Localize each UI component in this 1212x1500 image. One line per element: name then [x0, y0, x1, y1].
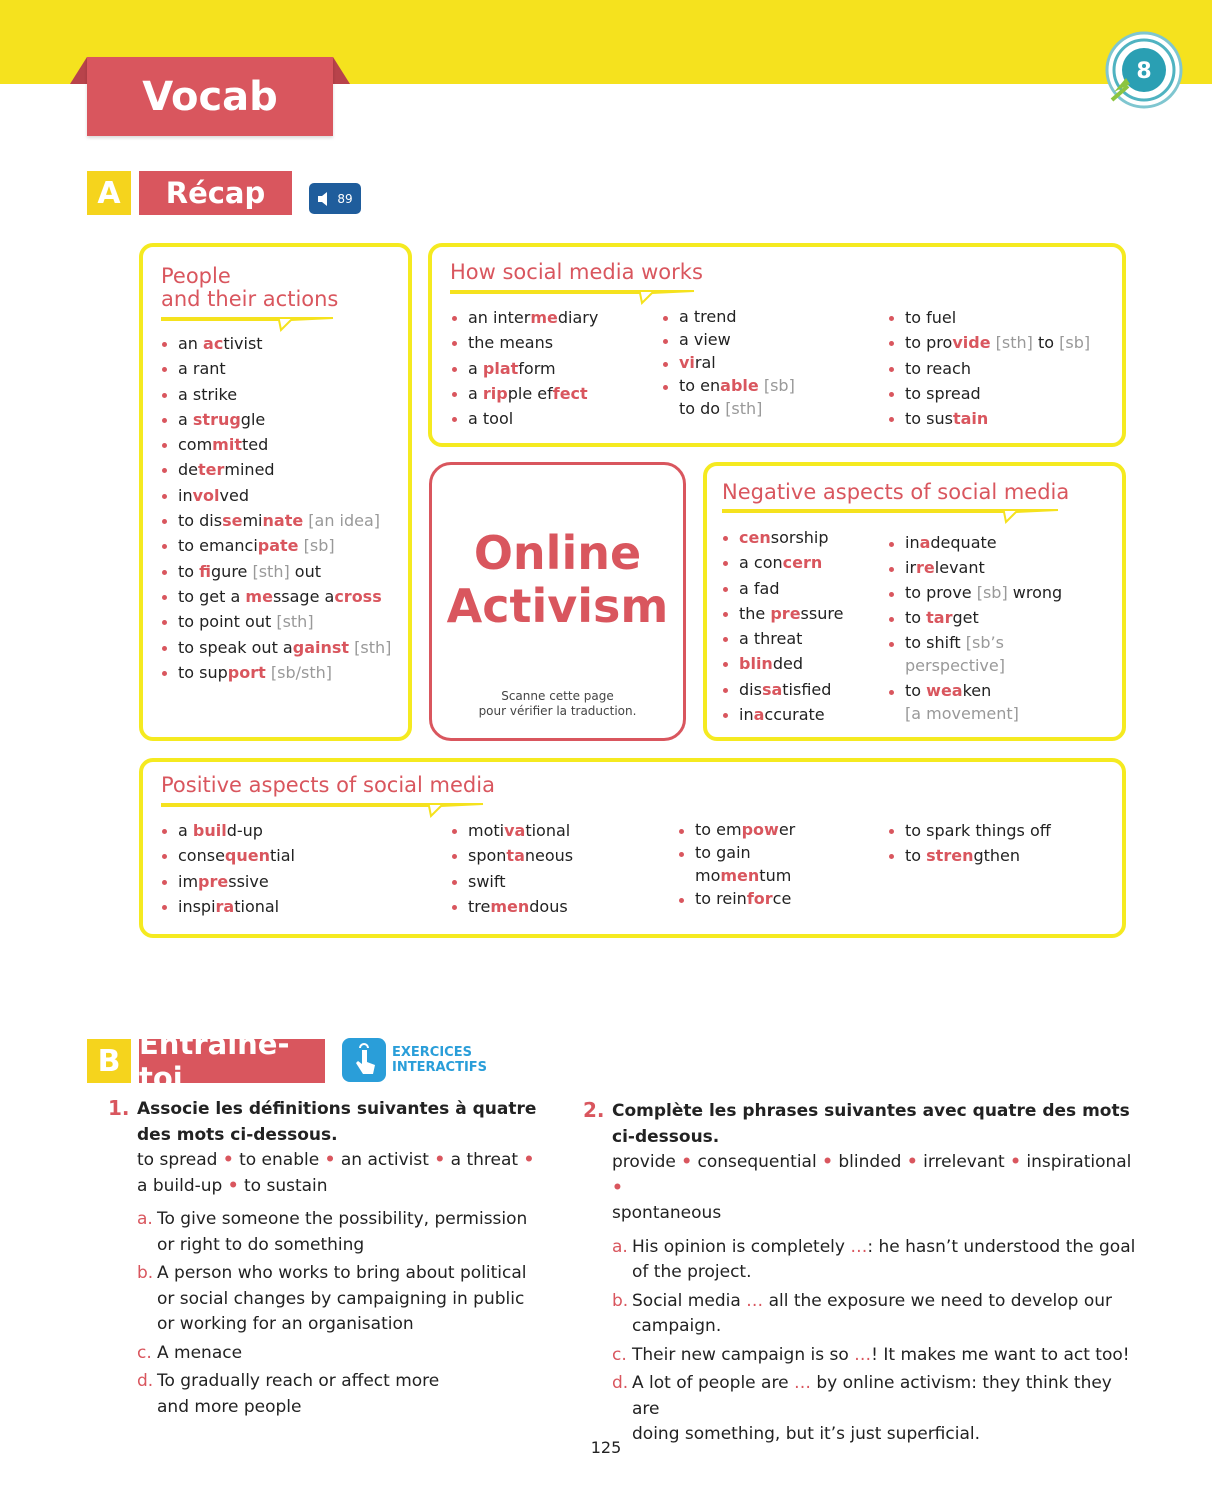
- exercise-item: d. To gradually reach or affect more and more people: [137, 1371, 440, 1417]
- vocab-item: to enable [sb] to do [sth]: [662, 374, 795, 420]
- vocab-item: to target: [888, 606, 1062, 629]
- vocab-item: to provide [sth] to [sb]: [888, 330, 1090, 355]
- vocab-item: to figure [sth] out: [161, 559, 391, 584]
- interactive-exercises-label[interactable]: [392, 1045, 487, 1075]
- interactive-exercises-button[interactable]: [342, 1038, 386, 1082]
- exercise-2-word-bank: provide • consequential • blinded • irrelevant • inspirational • spontaneous: [612, 1152, 1132, 1223]
- unit-badge-icon: [1104, 30, 1184, 110]
- title-underline-icon: [161, 800, 485, 818]
- item-letter: a.: [612, 1236, 628, 1257]
- vocab-item: to point out [sth]: [161, 609, 391, 634]
- vocab-item: to sustain: [888, 406, 1090, 431]
- positive-title: Positive aspects of social media: [161, 773, 495, 797]
- page-title: Vocab: [87, 57, 333, 136]
- vocab-item: a ripple effect: [451, 381, 598, 406]
- vocab-item: tremendous: [451, 894, 573, 919]
- vocab-item: to gain momentum: [678, 841, 795, 887]
- vocab-item: a tool: [451, 406, 598, 431]
- vocab-item: swift: [451, 869, 573, 894]
- touch-hand-icon: [342, 1038, 386, 1082]
- vocab-item: an activist: [161, 331, 391, 356]
- vocab-item: the pressure: [722, 601, 843, 626]
- exercise-item: c. Their new campaign is so …! It makes me want to act too!: [612, 1343, 1142, 1369]
- vocab-item: a struggle: [161, 407, 391, 432]
- vocab-item: to get a message across: [161, 584, 391, 609]
- people-title-line1: People: [161, 264, 231, 288]
- vocab-item: an intermediary: [451, 305, 598, 330]
- scan-note: [432, 689, 683, 719]
- vocab-item: a rant: [161, 356, 391, 381]
- vocab-item: consequential: [161, 843, 295, 868]
- exercise-item: d. A lot of people are … by online activism: they think they are doing something, but it’s just superficial.: [612, 1373, 1112, 1444]
- exercise-2: [612, 1099, 1142, 1451]
- page-number: 125: [590, 1438, 622, 1457]
- vocab-item: a platform: [451, 356, 598, 381]
- vocab-item: involved: [161, 483, 391, 508]
- online-activism-title: [432, 527, 683, 633]
- vocab-item: to fuel: [888, 305, 1090, 330]
- exercise-item: b. Social media … all the exposure we need to develop our campaign.: [612, 1290, 1113, 1336]
- audio-track-number: 89: [337, 191, 353, 206]
- center-title-line2: Activism: [446, 579, 669, 633]
- how-works-list-1: [451, 305, 598, 431]
- exercise-1-word-bank: to spread • to enable • an activist • a threat • a build-up • to sustain: [137, 1150, 535, 1196]
- title-underline-icon: [161, 314, 335, 332]
- vocab-item: inadequate: [888, 531, 1062, 554]
- vocab-item: to prove [sb] wrong: [888, 581, 1062, 604]
- vocab-item: a build-up: [161, 818, 295, 843]
- vocab-item: to spread: [888, 381, 1090, 406]
- exercises-label-line2: INTERACTIFS: [392, 1060, 488, 1075]
- vocab-item: motivational: [451, 818, 573, 843]
- vocab-item: spontaneous: [451, 843, 573, 868]
- exercise-item: b. A person who works to bring about political or social changes by campaigning in public or working for an organisation: [137, 1263, 527, 1334]
- exercise-2-items: [612, 1235, 1142, 1448]
- center-title-line1: Online: [473, 526, 642, 580]
- vocab-item: a strike: [161, 382, 391, 407]
- exercise-item: a. His opinion is completely …: he hasn’t understood the goal of the project.: [612, 1236, 1136, 1282]
- vocab-item: determined: [161, 457, 391, 482]
- vocab-item: to emancipate [sb]: [161, 533, 391, 558]
- item-letter: b.: [137, 1263, 154, 1283]
- vocab-item: to spark things off: [888, 818, 1051, 843]
- vocab-item: inspirational: [161, 894, 295, 919]
- vocab-item: blinded: [722, 651, 843, 676]
- exercise-1-number: 1.: [108, 1096, 130, 1120]
- ribbon-fold-right: [333, 57, 350, 84]
- section-a-title: Récap: [139, 171, 292, 215]
- vocab-item: to strengthen: [888, 843, 1051, 868]
- scan-note-line2: pour vérifier la traduction.: [478, 704, 637, 718]
- positive-list-1: [161, 818, 295, 919]
- title-underline-icon: [450, 287, 696, 305]
- exercises-label-line1: EXERCICES: [392, 1045, 472, 1060]
- vocab-item: a trend: [662, 305, 795, 328]
- exercise-item: a. To give someone the possibility, permission or right to do something: [137, 1209, 528, 1255]
- scan-note-line1: Scanne cette page: [501, 689, 614, 703]
- negative-list-2: [888, 531, 1062, 727]
- vocab-item: a view: [662, 328, 795, 351]
- negative-list-1: [722, 525, 843, 727]
- vocab-item: to disseminate [an idea]: [161, 508, 391, 533]
- how-works-title: How social media works: [450, 260, 703, 284]
- vocab-item: irrelevant: [888, 556, 1062, 579]
- online-activism-box: [429, 462, 686, 741]
- vocab-item: to shift [sb’s perspective]: [888, 631, 1062, 677]
- exercise-1-items: [137, 1207, 557, 1420]
- vocab-item: to reinforce: [678, 887, 795, 910]
- positive-list-2: [451, 818, 573, 919]
- vocab-item: a threat: [722, 626, 843, 651]
- item-letter: d.: [612, 1373, 629, 1393]
- vocab-item: to support [sb/sth]: [161, 660, 391, 685]
- audio-button[interactable]: [309, 183, 361, 214]
- exercise-1-instruction: Associe les définitions suivantes à quatre des mots ci-dessous.: [137, 1099, 537, 1145]
- people-title-line2: and their actions: [161, 287, 339, 311]
- vocab-item: viral: [662, 351, 795, 374]
- item-letter: c.: [612, 1344, 627, 1365]
- vocab-item: dissatisfied: [722, 677, 843, 702]
- item-letter: d.: [137, 1371, 154, 1391]
- exercise-1: [137, 1097, 557, 1423]
- people-list: [161, 331, 391, 685]
- vocab-item: censorship: [722, 525, 843, 550]
- exercise-2-instruction: Complète les phrases suivantes avec quatre des mots ci-dessous.: [612, 1101, 1130, 1147]
- positive-list-4: [888, 818, 1051, 869]
- vocab-item: inaccurate: [722, 702, 843, 727]
- section-a-letter: A: [87, 171, 131, 215]
- section-b-title: Entraîne-toi: [139, 1039, 325, 1083]
- negative-title: Negative aspects of social media: [722, 480, 1070, 504]
- item-letter: a.: [137, 1209, 153, 1229]
- vocab-item: to reach: [888, 356, 1090, 381]
- title-underline-icon: [722, 506, 1060, 524]
- item-letter: b.: [612, 1290, 629, 1311]
- section-b-letter: B: [87, 1039, 131, 1083]
- how-works-list-3: [888, 305, 1090, 431]
- positive-list-3: [678, 818, 795, 910]
- vocab-item: the means: [451, 330, 598, 355]
- vocab-item: a concern: [722, 550, 843, 575]
- vocab-item: to speak out against [sth]: [161, 635, 391, 660]
- unit-number: 8: [1136, 59, 1152, 84]
- vocab-item: a fad: [722, 576, 843, 601]
- exercise-item: c. A menace: [137, 1341, 557, 1367]
- how-works-list-2: [662, 305, 795, 420]
- speaker-icon: [317, 192, 333, 206]
- exercise-2-number: 2.: [583, 1098, 605, 1122]
- vocab-item: to empower: [678, 818, 795, 841]
- ribbon-fold-left: [70, 57, 87, 84]
- vocab-item: committed: [161, 432, 391, 457]
- vocab-item: to weaken [a movement]: [888, 679, 1062, 725]
- item-letter: c.: [137, 1342, 152, 1363]
- vocab-item: impressive: [161, 869, 295, 894]
